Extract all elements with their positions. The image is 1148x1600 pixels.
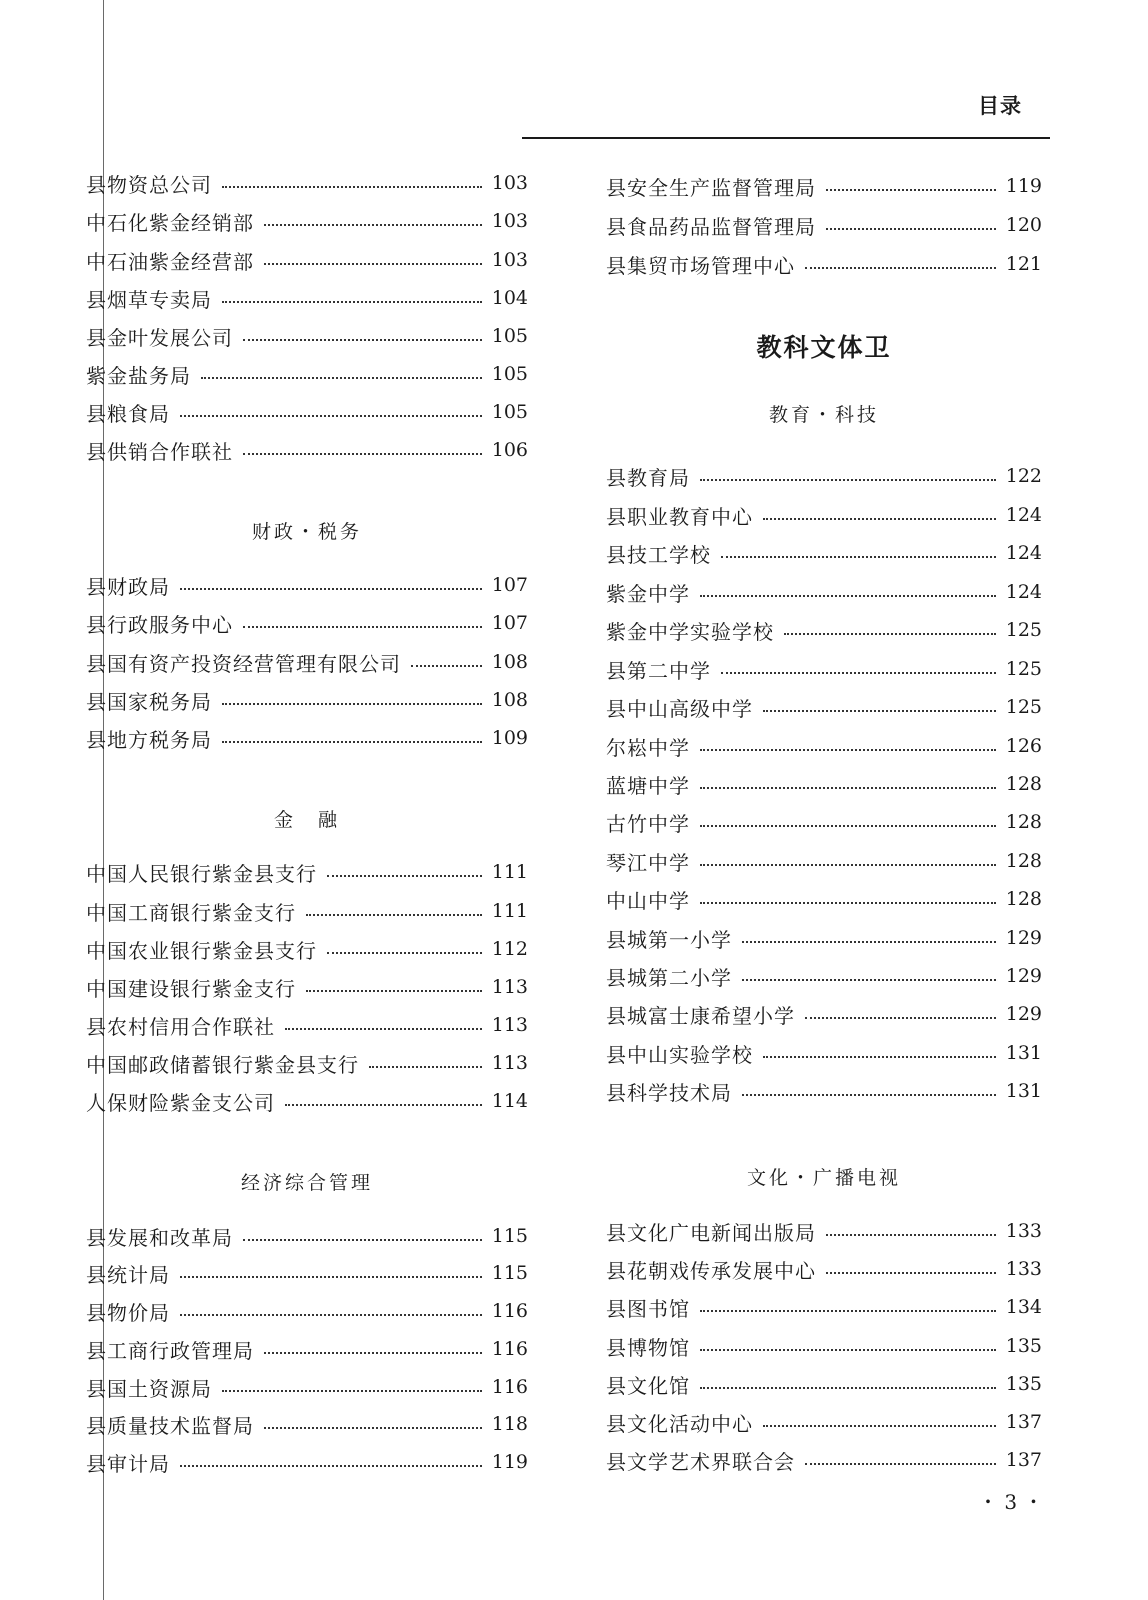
toc-entry[interactable]: [86, 1086, 528, 1116]
toc-entry-title: 县质量技术监督局: [86, 1413, 254, 1438]
toc-entry-title: 县物资总公司: [86, 172, 212, 197]
dot-leader: [201, 377, 482, 379]
toc-entry-page: 107: [491, 574, 528, 596]
toc-entry-title: 县烟草专卖局: [86, 287, 212, 312]
toc-entry-title: 县审计局: [86, 1451, 170, 1476]
toc-entry[interactable]: [606, 1254, 1042, 1284]
toc-entry-title: 县安全生产监督管理局: [606, 175, 816, 200]
toc-entry-page: 137: [1005, 1449, 1042, 1471]
section-title-culture: 文化・广播电视: [746, 1167, 901, 1189]
toc-entry-title: 县图书馆: [606, 1296, 690, 1321]
toc-entry[interactable]: [606, 999, 1042, 1029]
toc-entry-page: 129: [1005, 927, 1042, 949]
page-header-title: 目录: [978, 94, 1022, 118]
toc-entry[interactable]: [86, 321, 528, 351]
dot-leader: [700, 787, 996, 789]
dot-leader: [700, 749, 996, 751]
toc-entry-page: 128: [1005, 773, 1042, 795]
toc-entry-page: 128: [1005, 850, 1042, 872]
toc-entry-page: 119: [1005, 175, 1042, 197]
toc-entry[interactable]: [86, 1447, 528, 1477]
toc-entry-page: 122: [1005, 465, 1042, 487]
toc-entry-page: 125: [1005, 658, 1042, 680]
toc-entry[interactable]: [606, 538, 1042, 568]
dot-leader: [306, 990, 482, 992]
toc-entry[interactable]: [86, 1048, 528, 1078]
dot-leader: [700, 1349, 996, 1351]
toc-entry-page: 103: [491, 172, 528, 194]
toc-entry[interactable]: [606, 210, 1042, 240]
toc-entry-page: 134: [1005, 1296, 1042, 1318]
toc-entry[interactable]: [86, 397, 528, 427]
toc-entry-title: 县统计局: [86, 1262, 170, 1287]
toc-entry-title: 县文化馆: [606, 1373, 690, 1398]
toc-entry-title: 县中山实验学校: [606, 1042, 753, 1067]
dot-leader: [180, 415, 482, 417]
dot-leader: [805, 1463, 996, 1465]
dot-leader: [721, 556, 996, 558]
toc-entry-page: 125: [1005, 619, 1042, 641]
section-title-education: 教育・科技: [768, 404, 879, 426]
toc-entry-page: 120: [1005, 214, 1042, 236]
dot-leader: [222, 1390, 482, 1392]
toc-entry[interactable]: [606, 846, 1042, 876]
toc-entry-page: 135: [1005, 1373, 1042, 1395]
toc-entry-title: 中国邮政储蓄银行紫金县支行: [86, 1052, 359, 1077]
dot-leader: [306, 914, 482, 916]
toc-entry-title: 县供销合作联社: [86, 439, 233, 464]
toc-entry[interactable]: [86, 435, 528, 465]
toc-entry[interactable]: [606, 1369, 1042, 1399]
toc-entry[interactable]: [86, 1409, 528, 1439]
toc-entry-page: 112: [491, 938, 528, 960]
toc-entry-title: 人保财险紫金支公司: [86, 1090, 275, 1115]
dot-leader: [222, 741, 482, 743]
toc-entry[interactable]: [606, 961, 1042, 991]
dot-leader: [180, 588, 482, 590]
toc-entry-title: 中石油紫金经营部: [86, 249, 254, 274]
toc-entry-title: 县文化活动中心: [606, 1411, 753, 1436]
toc-entry[interactable]: [86, 570, 528, 600]
toc-entry-title: 县行政服务中心: [86, 612, 233, 637]
section-title-finance-tax: 财政・税务: [251, 521, 362, 543]
dot-leader: [243, 1239, 482, 1241]
dot-leader: [700, 479, 996, 481]
left-column: [86, 0, 528, 1600]
dot-leader: [222, 186, 482, 188]
dot-leader: [805, 267, 996, 269]
toc-entry[interactable]: [86, 972, 528, 1002]
toc-entry[interactable]: [86, 1221, 528, 1251]
major-section-title: 教科文体卫: [756, 333, 892, 362]
toc-entry-title: 县博物馆: [606, 1335, 690, 1360]
toc-entry-title: 县花朝戏传承发展中心: [606, 1258, 816, 1283]
toc-entry-title: 蓝塘中学: [606, 773, 690, 798]
toc-entry-page: 105: [491, 401, 528, 423]
toc-entry-title: 尔崧中学: [606, 735, 690, 760]
toc-entry-page: 114: [491, 1090, 528, 1112]
dot-leader: [721, 672, 996, 674]
toc-entry-title: 县文学艺术界联合会: [606, 1449, 795, 1474]
toc-entry-page: 129: [1005, 1003, 1042, 1025]
toc-entry[interactable]: [86, 245, 528, 275]
dot-leader: [742, 979, 996, 981]
toc-entry-title: 县农村信用合作联社: [86, 1014, 275, 1039]
toc-entry[interactable]: [86, 168, 528, 198]
toc-entry-page: 124: [1005, 542, 1042, 564]
dot-leader: [285, 1028, 482, 1030]
toc-entry-title: 县城富士康希望小学: [606, 1003, 795, 1028]
dot-leader: [243, 339, 482, 341]
toc-entry-title: 县发展和改革局: [86, 1225, 233, 1250]
dot-leader: [264, 1427, 482, 1429]
toc-entry-title: 县中山高级中学: [606, 696, 753, 721]
toc-entry-title: 县金叶发展公司: [86, 325, 233, 350]
toc-entry[interactable]: [86, 1372, 528, 1402]
toc-entry-page: 104: [491, 287, 528, 309]
toc-entry-title: 紫金中学: [606, 581, 690, 606]
dot-leader: [700, 825, 996, 827]
toc-entry[interactable]: [606, 615, 1042, 645]
toc-entry-title: 古竹中学: [606, 811, 690, 836]
toc-entry-page: 105: [491, 325, 528, 347]
toc-entry[interactable]: [606, 171, 1042, 201]
dot-leader: [264, 224, 482, 226]
toc-entry[interactable]: [606, 1038, 1042, 1068]
toc-entry-page: 105: [491, 363, 528, 385]
dot-leader: [742, 941, 996, 943]
dot-leader: [411, 665, 482, 667]
toc-entry[interactable]: [606, 461, 1042, 491]
toc-entry-title: 县文化广电新闻出版局: [606, 1220, 816, 1245]
toc-entry[interactable]: [606, 692, 1042, 722]
toc-entry-title: 县地方税务局: [86, 727, 212, 752]
toc-entry-page: 106: [491, 439, 528, 461]
toc-entry[interactable]: [86, 857, 528, 887]
toc-entry-title: 县国有资产投资经营管理有限公司: [86, 651, 401, 676]
toc-entry-page: 103: [491, 210, 528, 232]
toc-entry-title: 琴江中学: [606, 850, 690, 875]
right-column: [606, 0, 1042, 1600]
toc-entry[interactable]: [606, 1407, 1042, 1437]
toc-entry-title: 县物价局: [86, 1300, 170, 1325]
toc-entry-page: 109: [491, 727, 528, 749]
toc-entry-title: 县工商行政管理局: [86, 1338, 254, 1363]
toc-entry-page: 126: [1005, 735, 1042, 757]
toc-entry-page: 128: [1005, 888, 1042, 910]
dot-leader: [700, 902, 996, 904]
toc-entry[interactable]: [606, 884, 1042, 914]
toc-entry[interactable]: [86, 283, 528, 313]
toc-entry[interactable]: [606, 1216, 1042, 1246]
dot-leader: [180, 1314, 482, 1316]
toc-entry[interactable]: [606, 923, 1042, 953]
toc-entry-title: 县集贸市场管理中心: [606, 253, 795, 278]
dot-leader: [826, 189, 996, 191]
toc-entry-title: 中石化紫金经销部: [86, 210, 254, 235]
toc-entry-title: 紫金盐务局: [86, 363, 191, 388]
toc-entry[interactable]: [86, 608, 528, 638]
dot-leader: [264, 1352, 482, 1354]
toc-entry-page: 111: [491, 861, 528, 883]
toc-entry-page: 107: [491, 612, 528, 634]
toc-entry-page: 118: [491, 1413, 528, 1435]
toc-entry-page: 137: [1005, 1411, 1042, 1433]
toc-entry[interactable]: [86, 647, 528, 677]
toc-entry[interactable]: [86, 685, 528, 715]
toc-entry[interactable]: [606, 249, 1042, 279]
toc-entry-page: 103: [491, 249, 528, 271]
toc-entry[interactable]: [86, 1296, 528, 1326]
toc-entry-page: 131: [1005, 1080, 1042, 1102]
section-title-banking: 金 融: [273, 809, 340, 831]
toc-entry[interactable]: [86, 359, 528, 389]
dot-leader: [285, 1104, 482, 1106]
toc-entry-page: 133: [1005, 1258, 1042, 1280]
toc-entry[interactable]: [86, 896, 528, 926]
dot-leader: [763, 1056, 996, 1058]
section-title-economy: 经济综合管理: [240, 1172, 373, 1194]
toc-entry-page: 111: [491, 900, 528, 922]
dot-leader: [763, 1425, 996, 1427]
toc-entry[interactable]: [606, 654, 1042, 684]
toc-entry-title: 中国工商银行紫金支行: [86, 900, 296, 925]
toc-entry[interactable]: [86, 1010, 528, 1040]
dot-leader: [826, 1234, 996, 1236]
toc-entry[interactable]: [86, 1334, 528, 1364]
toc-entry-title: 县食品药品监督管理局: [606, 214, 816, 239]
toc-entry-title: 县国家税务局: [86, 689, 212, 714]
toc-entry-page: 115: [491, 1225, 528, 1247]
dot-leader: [826, 228, 996, 230]
dot-leader: [243, 626, 482, 628]
toc-entry[interactable]: [606, 807, 1042, 837]
toc-entry-title: 中国建设银行紫金支行: [86, 976, 296, 1001]
dot-leader: [222, 703, 482, 705]
dot-leader: [180, 1276, 482, 1278]
dot-leader: [805, 1017, 996, 1019]
toc-entry-page: 108: [491, 651, 528, 673]
toc-entry-page: 116: [491, 1300, 528, 1322]
toc-entry-title: 县城第一小学: [606, 927, 732, 952]
toc-entry-title: 中国人民银行紫金县支行: [86, 861, 317, 886]
toc-entry-page: 115: [491, 1262, 528, 1284]
toc-entry-page: 128: [1005, 811, 1042, 833]
toc-entry-title: 县国土资源局: [86, 1376, 212, 1401]
toc-entry[interactable]: [606, 1292, 1042, 1322]
toc-entry[interactable]: [86, 934, 528, 964]
toc-entry-title: 中山中学: [606, 888, 690, 913]
toc-entry-title: 县职业教育中心: [606, 504, 753, 529]
dot-leader: [700, 1387, 996, 1389]
toc-entry[interactable]: [606, 769, 1042, 799]
toc-entry-title: 县粮食局: [86, 401, 170, 426]
toc-entry-title: 县科学技术局: [606, 1080, 732, 1105]
dot-leader: [700, 595, 996, 597]
toc-entry-page: 125: [1005, 696, 1042, 718]
toc-entry[interactable]: [606, 577, 1042, 607]
toc-entry-title: 县城第二小学: [606, 965, 732, 990]
dot-leader: [180, 1465, 482, 1467]
toc-entry-title: 县第二中学: [606, 658, 711, 683]
dot-leader: [700, 864, 996, 866]
toc-entry-page: 124: [1005, 581, 1042, 603]
toc-entry-page: 116: [491, 1376, 528, 1398]
dot-leader: [243, 453, 482, 455]
toc-entry-title: 中国农业银行紫金县支行: [86, 938, 317, 963]
dot-leader: [826, 1272, 996, 1274]
page-number: ・ 3 ・: [978, 1490, 1044, 1514]
dot-leader: [784, 633, 996, 635]
toc-entry[interactable]: [606, 1331, 1042, 1361]
toc-entry-title: 县财政局: [86, 574, 170, 599]
toc-entry-title: 县教育局: [606, 465, 690, 490]
dot-leader: [369, 1066, 482, 1068]
dot-leader: [222, 301, 482, 303]
dot-leader: [763, 518, 996, 520]
toc-entry-page: 124: [1005, 504, 1042, 526]
dot-leader: [763, 710, 996, 712]
toc-entry-page: 108: [491, 689, 528, 711]
toc-entry[interactable]: [86, 1258, 528, 1288]
toc-entry[interactable]: [86, 723, 528, 753]
dot-leader: [742, 1094, 996, 1096]
toc-entry[interactable]: [606, 1445, 1042, 1475]
toc-entry-page: 113: [491, 1014, 528, 1036]
dot-leader: [700, 1310, 996, 1312]
toc-entry-page: 113: [491, 1052, 528, 1074]
toc-entry-page: 135: [1005, 1335, 1042, 1357]
toc-entry[interactable]: [86, 206, 528, 236]
dot-leader: [264, 263, 482, 265]
dot-leader: [327, 875, 482, 877]
toc-entry-page: 119: [491, 1451, 528, 1473]
toc-entry[interactable]: [606, 500, 1042, 530]
toc-entry[interactable]: [606, 731, 1042, 761]
toc-entry-page: 113: [491, 976, 528, 998]
dot-leader: [327, 952, 482, 954]
toc-entry-page: 129: [1005, 965, 1042, 987]
toc-entry-page: 131: [1005, 1042, 1042, 1064]
toc-entry-title: 紫金中学实验学校: [606, 619, 774, 644]
toc-entry-title: 县技工学校: [606, 542, 711, 567]
toc-entry[interactable]: [606, 1076, 1042, 1106]
toc-entry-page: 133: [1005, 1220, 1042, 1242]
toc-entry-page: 116: [491, 1338, 528, 1360]
toc-entry-page: 121: [1005, 253, 1042, 275]
